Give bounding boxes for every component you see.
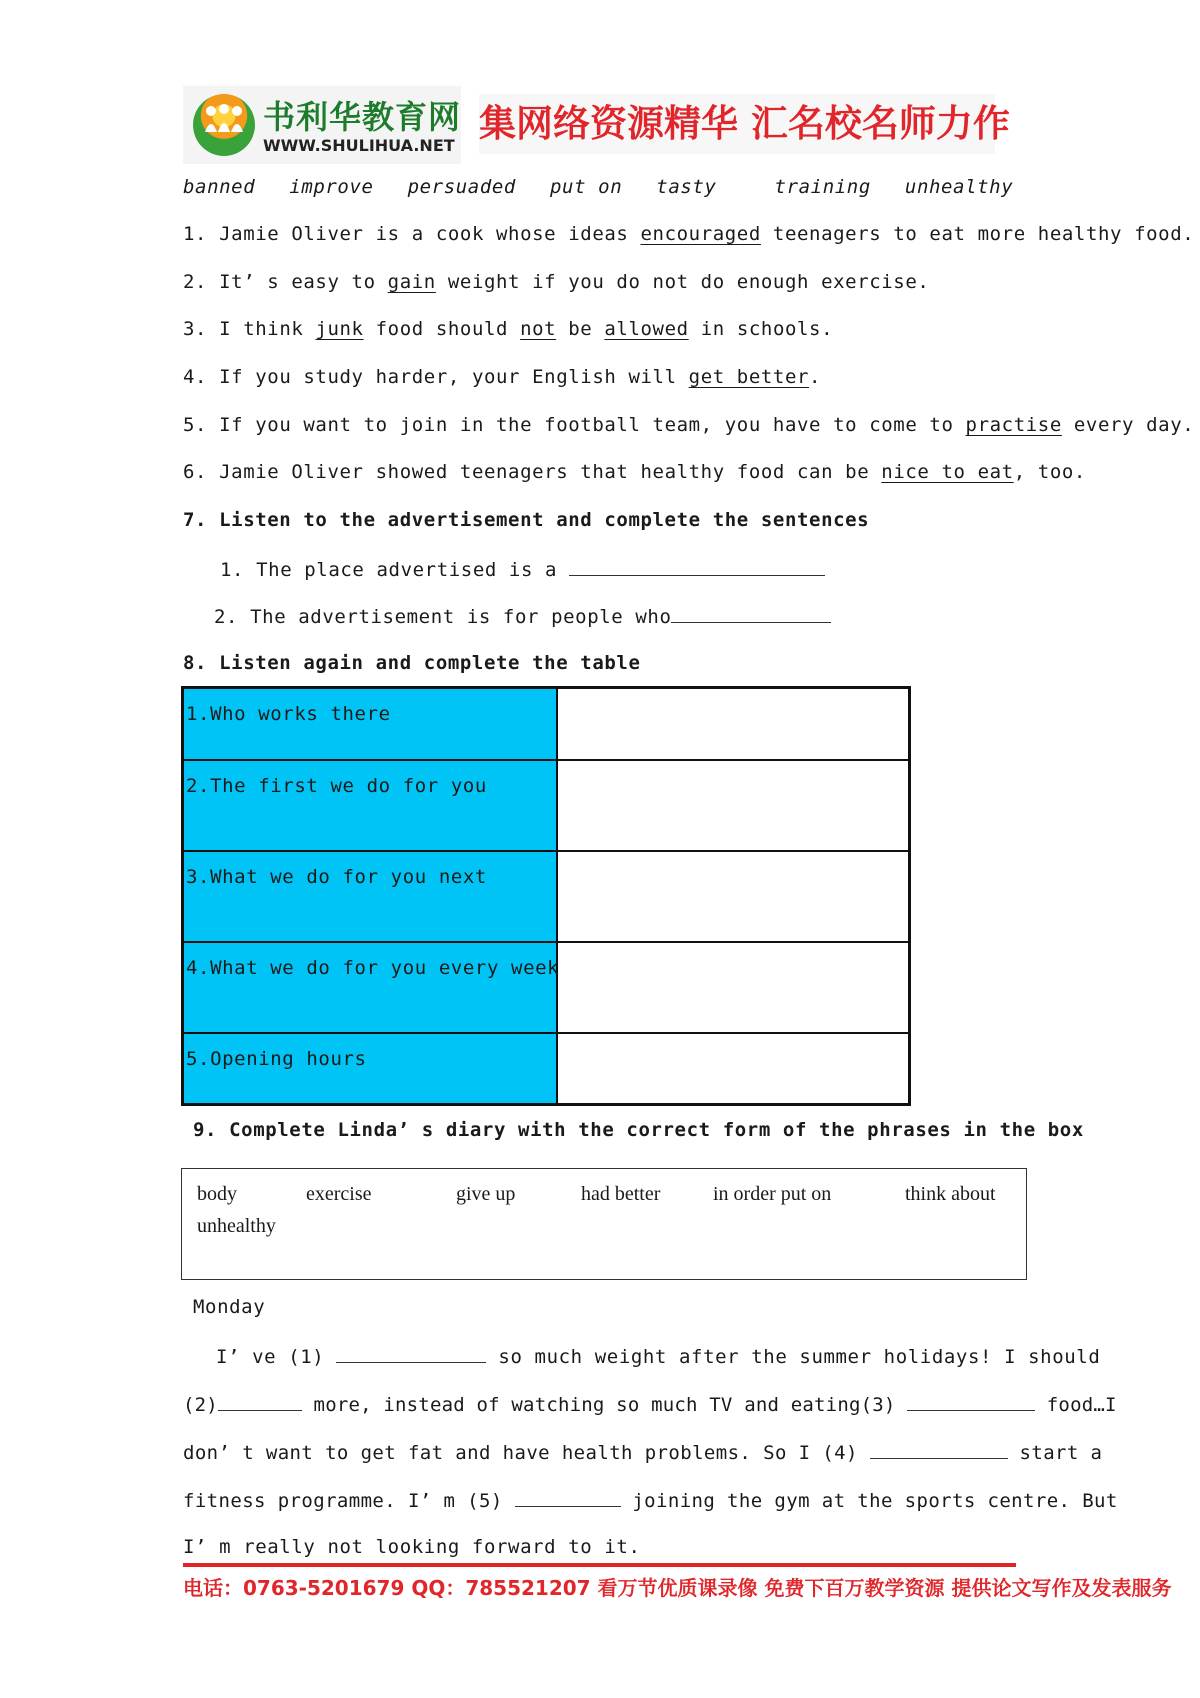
sentence-text: teenagers to eat more healthy food.	[760, 223, 1195, 245]
phrase-item: give up	[456, 1183, 516, 1205]
answer-blank-5[interactable]	[515, 1488, 621, 1507]
diary-text: food…I	[1035, 1394, 1117, 1416]
diary-text: start a	[1007, 1442, 1103, 1464]
underlined-answer: encouraged	[640, 223, 761, 245]
sentence-5	[183, 414, 1194, 436]
underlined-answer: nice to eat	[881, 461, 1014, 483]
sentence-text: I think	[219, 318, 316, 340]
table-question-cell	[183, 760, 558, 851]
logo-url: WWW.SHULIHUA.NET	[263, 136, 455, 155]
table-question-cell	[183, 851, 558, 942]
q7-item-2	[214, 604, 831, 628]
sentence-text: be	[556, 318, 605, 340]
table-answer-cell[interactable]	[557, 1033, 910, 1105]
q7-heading: 7. Listen to the advertisement and complete the sentences	[183, 509, 870, 531]
diary-line	[183, 1392, 1117, 1416]
diary-text: more, instead of watching so much TV and eating(3)	[301, 1394, 908, 1416]
table-question-text: 4.What we do for you every week	[186, 956, 560, 979]
table-answer-cell[interactable]	[557, 851, 910, 942]
sentence-text: in schools.	[688, 318, 834, 340]
answer-blank[interactable]	[671, 604, 831, 623]
underlined-answer: allowed	[604, 318, 689, 340]
table-row	[183, 942, 910, 1033]
table-question-text: 1.Who works there	[186, 703, 391, 725]
answer-blank-4[interactable]	[870, 1440, 1008, 1459]
phrase-item: had better	[581, 1183, 661, 1205]
sentence-2	[183, 271, 929, 293]
sentence-number: 2.	[183, 271, 208, 293]
underlined-answer: practise	[965, 414, 1062, 436]
table-answer-cell[interactable]	[557, 942, 910, 1033]
diary-text: fitness programme. I’ m (5)	[183, 1490, 515, 1512]
word-bank-item: training	[774, 176, 871, 198]
word-bank-item: persuaded	[407, 176, 516, 198]
q7-item-text: 1. The place advertised is a	[220, 559, 558, 581]
diary-text: don’ t want to get fat and have health problems. So I (4)	[183, 1442, 870, 1464]
sentence-number: 3.	[183, 318, 208, 340]
word-bank-item: banned	[183, 176, 256, 198]
phrase-item: body	[197, 1183, 237, 1205]
sentence-text: weight if you do not do enough exercise.	[435, 271, 930, 293]
table-question-text: 2.The first we do for you	[186, 774, 487, 797]
answer-blank[interactable]	[569, 557, 825, 576]
sentence-text: every day.	[1061, 414, 1195, 436]
table-question-cell	[183, 942, 558, 1033]
underlined-answer: junk	[315, 318, 364, 340]
phrase-box	[181, 1168, 1027, 1280]
table-row	[183, 760, 910, 851]
answer-blank-2[interactable]	[218, 1392, 302, 1411]
sentence-number: 4.	[183, 366, 208, 388]
table-question-text: 5.Opening hours	[186, 1047, 367, 1070]
sentence-number: 1.	[183, 223, 208, 245]
logo-people-icon	[203, 104, 245, 134]
word-bank-item: put on	[550, 176, 623, 198]
word-bank	[183, 176, 1035, 198]
table-answer-cell[interactable]	[557, 760, 910, 851]
answer-blank-1[interactable]	[336, 1344, 486, 1363]
header-banner	[183, 86, 1010, 164]
diary-text: (2)	[183, 1394, 218, 1416]
footer-contact: 电话：0763-5201679 QQ：785521207 看万节优质课录像 免费下百万教学资源 提供论文写作及发表服务	[183, 1576, 1172, 1600]
table-question-text: 3.What we do for you next	[186, 865, 487, 888]
q7-item-text: 2. The advertisement is for people who	[214, 606, 672, 628]
diary-day: Monday	[193, 1296, 266, 1318]
phrase-item: in order put on	[713, 1183, 832, 1205]
answer-blank-3[interactable]	[907, 1392, 1035, 1411]
phrase-item: unhealthy	[197, 1215, 276, 1237]
site-logo	[183, 86, 461, 164]
table-row	[183, 1033, 910, 1105]
diary-line	[216, 1344, 1100, 1368]
sentence-number: 5.	[183, 414, 208, 436]
sentence-1	[183, 223, 1194, 245]
word-bank-item: unhealthy	[904, 176, 1014, 198]
underlined-answer: gain	[387, 271, 436, 293]
underlined-answer: not	[520, 318, 557, 340]
phrase-item: exercise	[306, 1183, 372, 1205]
header-slogan: 集网络资源精华 汇名校名师力作	[479, 94, 995, 154]
sentence-text: .	[809, 366, 822, 388]
sentence-4	[183, 366, 821, 388]
footer-divider	[183, 1563, 1016, 1567]
sentence-6	[183, 461, 1086, 483]
diary-text: I’ ve (1)	[216, 1346, 337, 1368]
logo-title: 书利华教育网	[263, 98, 462, 136]
diary-line: I’ m really not looking forward to it.	[183, 1536, 641, 1558]
table-question-cell	[183, 1033, 558, 1105]
q7-item-1	[220, 557, 825, 581]
table-question-cell	[183, 688, 558, 760]
sentence-number: 6.	[183, 461, 208, 483]
table-answer-cell[interactable]	[557, 688, 910, 760]
diary-text: joining the gym at the sports centre. But	[620, 1490, 1118, 1512]
diary-text: so much weight after the summer holidays! I should	[486, 1346, 1101, 1368]
phrase-item: think about	[905, 1183, 996, 1205]
sentence-text: , too.	[1013, 461, 1086, 483]
listening-table	[181, 686, 911, 1106]
sentence-text: Jamie Oliver showed teenagers that healthy food can be	[219, 461, 882, 483]
q9-heading: 9. Complete Linda’ s diary with the correct form of the phrases in the box	[193, 1119, 1084, 1141]
underlined-answer: get better	[688, 366, 810, 388]
sentence-text: food should	[363, 318, 521, 340]
sentence-text: Jamie Oliver is a cook whose ideas	[219, 223, 641, 245]
sentence-text: If you study harder, your English will	[219, 366, 689, 388]
diary-line	[183, 1488, 1118, 1512]
table-row	[183, 688, 910, 760]
sentence-3	[183, 318, 833, 340]
sentence-text: If you want to join in the football team, you have to come to	[219, 414, 966, 436]
diary-line	[183, 1440, 1102, 1464]
sentence-text: It’ s easy to	[219, 271, 388, 293]
word-bank-item: tasty	[656, 176, 717, 198]
q8-heading: 8. Listen again and complete the table	[183, 652, 641, 674]
table-row	[183, 851, 910, 942]
word-bank-item: improve	[289, 176, 374, 198]
